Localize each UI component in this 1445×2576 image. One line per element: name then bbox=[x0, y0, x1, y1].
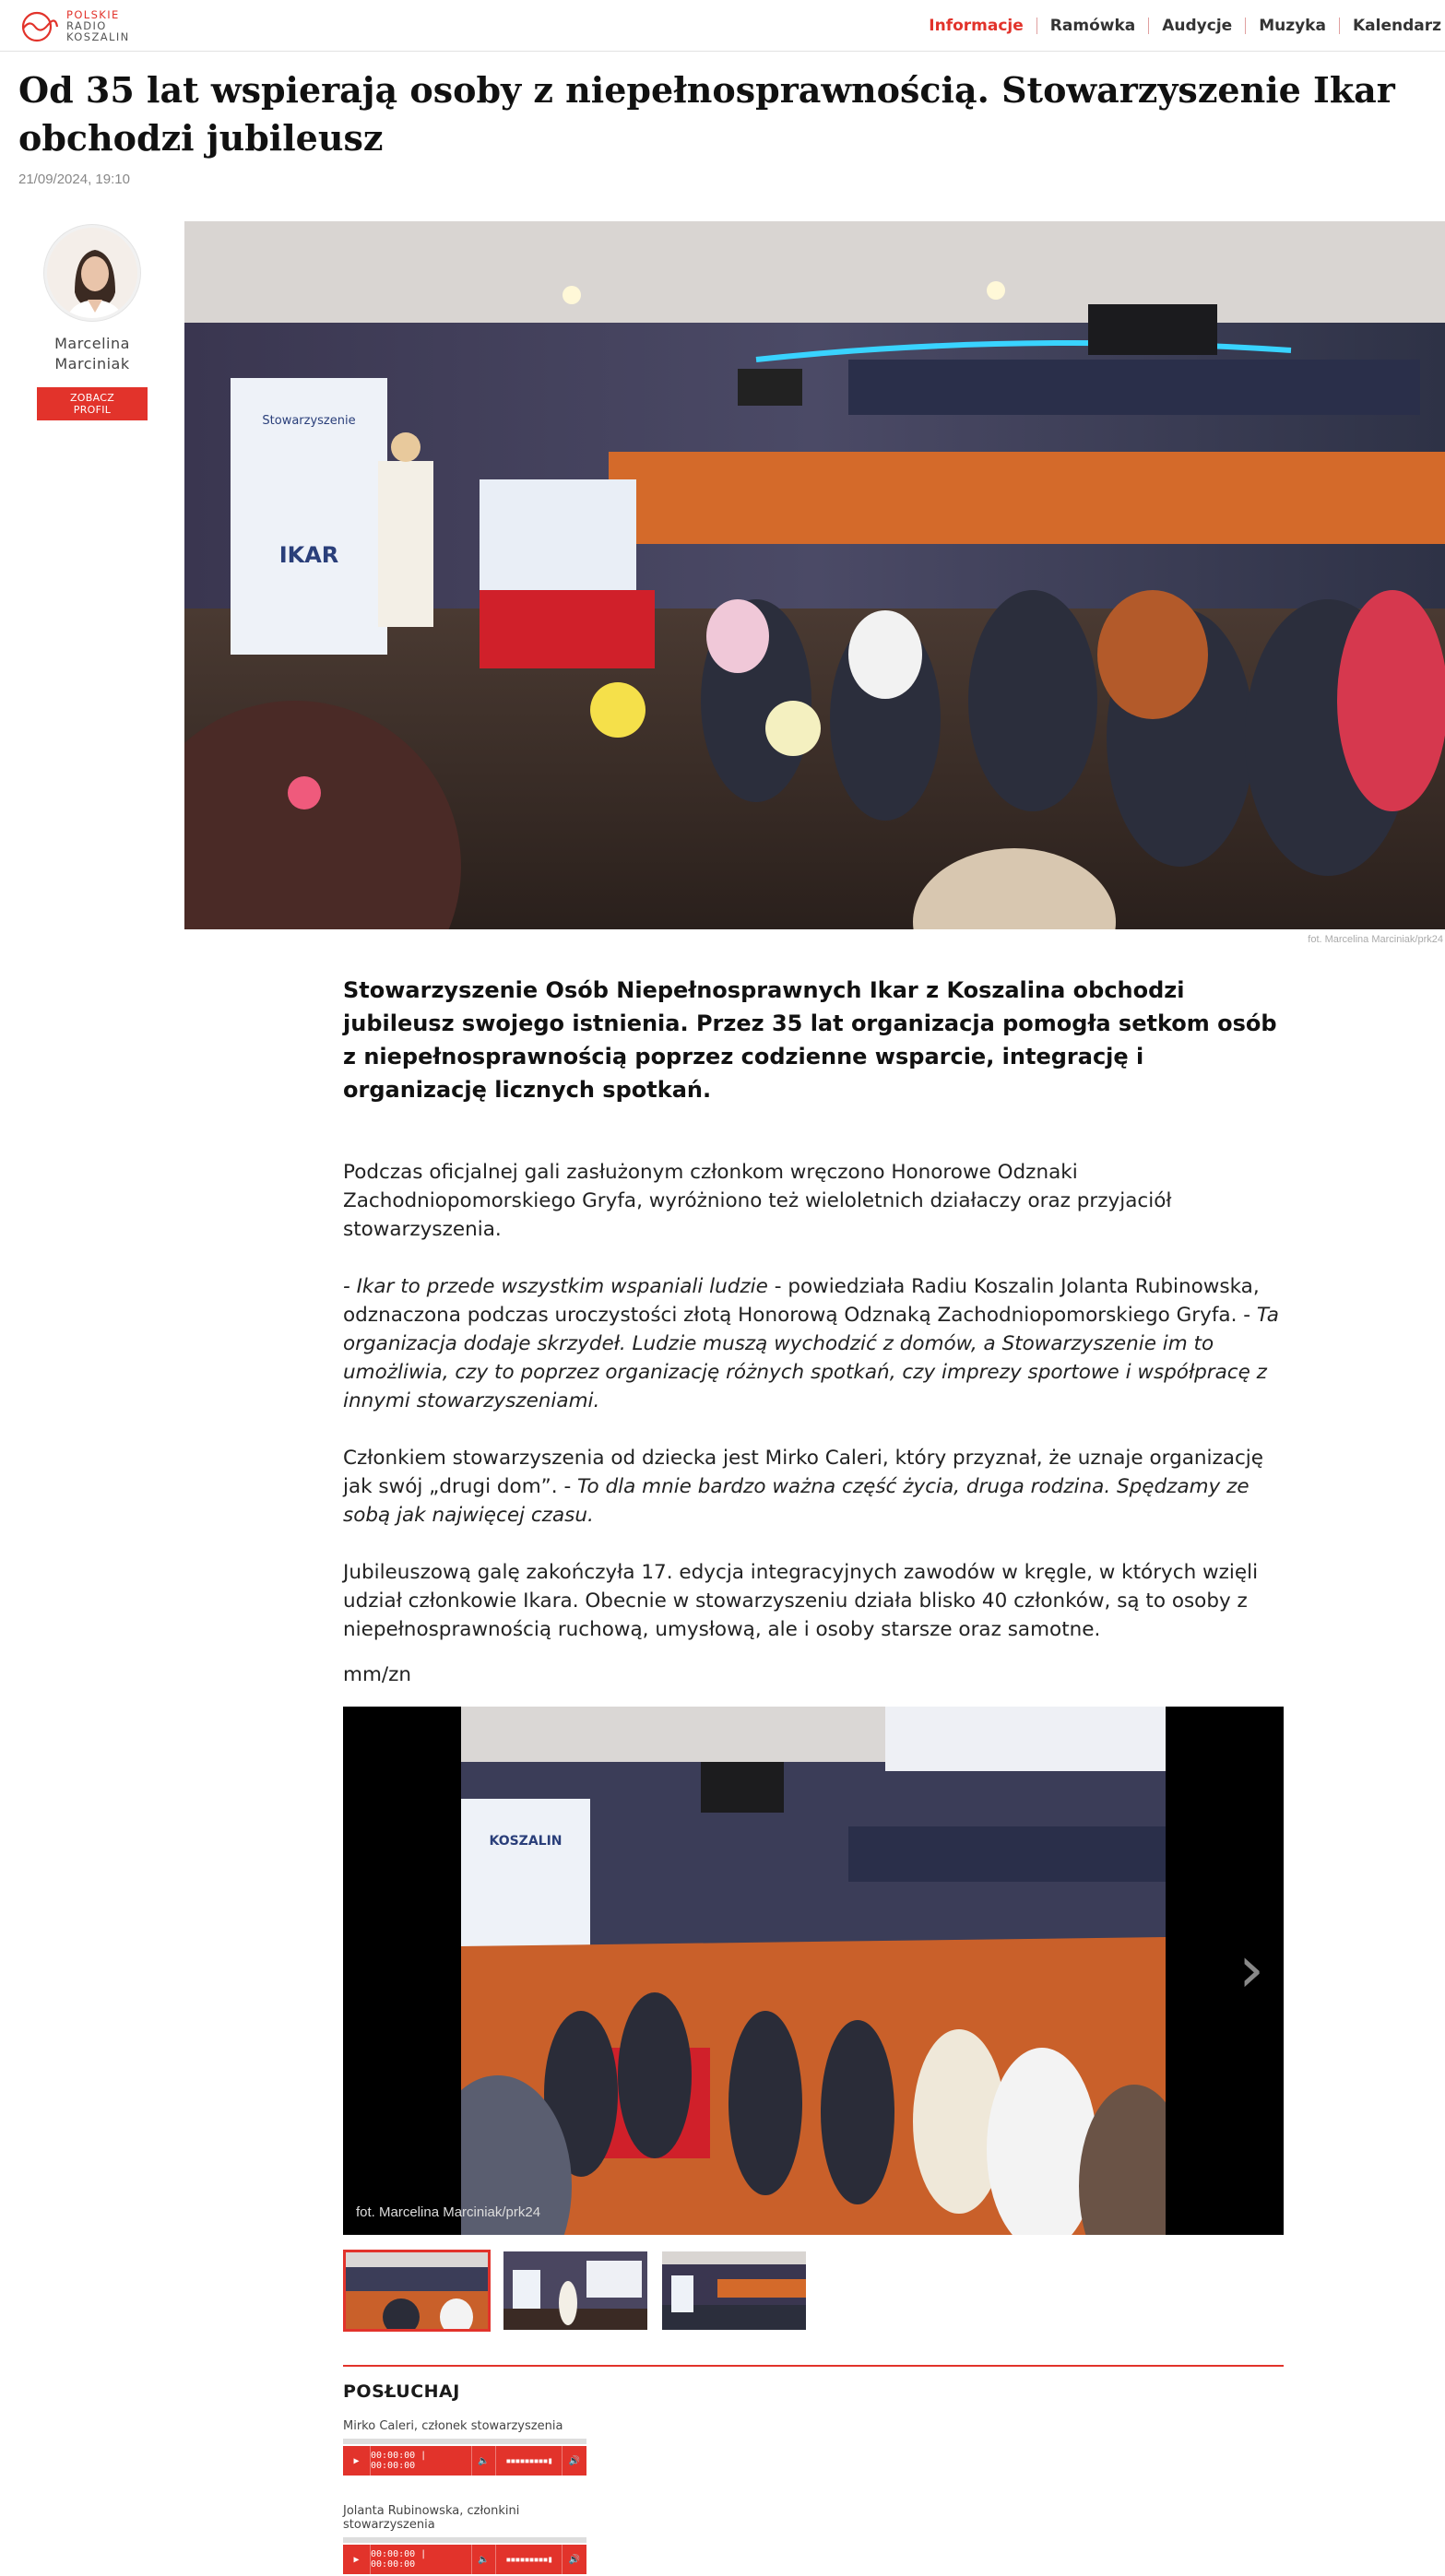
svg-text:Stowarzyszenie: Stowarzyszenie bbox=[262, 414, 356, 428]
photo-caption: fot. Marcelina Marciniak/prk24 bbox=[1308, 934, 1443, 945]
nav-ramowka[interactable]: Ramówka bbox=[1036, 18, 1148, 34]
mute-icon[interactable]: 🔈 bbox=[472, 2446, 496, 2476]
article-signature: mm/zn bbox=[343, 1663, 412, 1686]
audio-time: 00:00:00 | 00:00:00 bbox=[371, 2545, 472, 2574]
gallery-thumbnail[interactable] bbox=[660, 2250, 808, 2332]
mute-icon[interactable]: 🔈 bbox=[472, 2545, 496, 2574]
thumbnail-1-icon bbox=[346, 2252, 491, 2332]
gallery-caption: fot. Marcelina Marciniak/prk24 bbox=[356, 2204, 541, 2220]
svg-text:KOSZALIN: KOSZALIN bbox=[489, 1834, 563, 1849]
paragraph-2: - Ikar to przede wszystkim wspaniali ludzie - powiedziała Radiu Koszalin Jolanta Rubinowska, odznaczona podczas uroczystości złotą Honorową Odznaką Zachodniopomorskiego Gryfa. - Ta organizacja dodaje skrzydeł. Ludzie muszą wychodzić z domów, a Stowarzyszenie im to umożliwia, czy to poprzez organizację różnych spotkań, czy imprezy sportowe i współpracę z innymi stowarzyszeniami. bbox=[343, 1275, 1279, 1412]
gallery-thumbnail[interactable] bbox=[343, 2250, 491, 2332]
audio-player bbox=[343, 2545, 586, 2574]
audio-time: 00:00:00 | 00:00:00 bbox=[371, 2446, 472, 2476]
logo-text: POLSKIE RADIO KOSZALIN bbox=[66, 8, 130, 43]
author-name[interactable]: Marcelina Marciniak bbox=[54, 335, 130, 372]
gallery-thumbnails bbox=[343, 2250, 808, 2332]
audio-progress[interactable] bbox=[343, 2537, 586, 2543]
volume-slider[interactable]: ▪▪▪▪▪▪▪▪▪▮ bbox=[496, 2446, 563, 2476]
nav-audycje[interactable]: Audycje bbox=[1148, 18, 1245, 34]
article-body bbox=[343, 974, 1285, 1689]
audio-track bbox=[343, 2504, 586, 2574]
nav-kalendarz[interactable]: Kalendarz bbox=[1339, 18, 1445, 34]
main-photo[interactable] bbox=[184, 221, 1445, 929]
audio-label: Jolanta Rubinowska, członkini stowarzyszenia bbox=[343, 2504, 520, 2532]
logo-icon bbox=[18, 8, 59, 43]
thumbnail-3-icon bbox=[662, 2251, 808, 2332]
article-lead: Stowarzyszenie Osób Niepełnosprawnych Ikar z Koszalina obchodzi jubileusz swojego istnienia. Przez 35 lat organizacja pomogła setkom osób z niepełnosprawnością poprzez codzienne wsparcie, integrację i organizację licznych spotkań. bbox=[343, 977, 1277, 1103]
nav-muzyka[interactable]: Muzyka bbox=[1245, 18, 1339, 34]
author-portrait-icon bbox=[47, 228, 140, 321]
paragraph-3: Członkiem stowarzyszenia od dziecka jest Mirko Caleri, który przyznał, że uznaje organizację jak swój „drugi dom”. - To dla mnie bardzo ważna część życia, druga rodzina. Spędzamy ze sobą jak najwięcej czasu. bbox=[343, 1447, 1263, 1527]
volume-max-icon[interactable]: 🔊 bbox=[568, 2455, 581, 2466]
photo-gallery[interactable] bbox=[343, 1707, 1284, 2235]
author-box bbox=[37, 225, 148, 420]
play-icon[interactable]: ▶ bbox=[343, 2446, 371, 2476]
thumbnail-2-icon bbox=[503, 2251, 649, 2332]
main-nav bbox=[916, 0, 1445, 52]
paragraph-1: Podczas oficjalnej gali zasłużonym członkom wręczono Honorowe Odznaki Zachodniopomorskiego Gryfa, wyróżniono też wieloletnich działaczy oraz przyjaciół stowarzyszenia. bbox=[343, 1161, 1172, 1241]
play-icon[interactable]: ▶ bbox=[343, 2545, 371, 2574]
section-divider bbox=[343, 2365, 1284, 2367]
gallery-image[interactable] bbox=[461, 1707, 1166, 2235]
avatar[interactable] bbox=[44, 225, 140, 321]
top-bar bbox=[0, 0, 1445, 52]
paragraph-4: Jubileuszową galę zakończyła 17. edycja integracyjnych zawodów w kręgle, w których wzięli udział członkowie Ikara. Obecnie w stowarzyszeniu działa blisko 40 członków, są to osoby z niepełnosprawnością ruchową, umysłową, ale i osoby starsze oraz samotne. bbox=[343, 1561, 1259, 1641]
nav-informacje[interactable]: Informacje bbox=[929, 17, 1024, 35]
audio-player bbox=[343, 2446, 586, 2476]
gallery-thumbnail[interactable] bbox=[502, 2250, 649, 2332]
audio-progress[interactable] bbox=[343, 2439, 586, 2444]
gallery-photo-icon bbox=[461, 1707, 1166, 2235]
audio-label: Mirko Caleri, członek stowarzyszenia bbox=[343, 2419, 563, 2433]
event-photo-icon bbox=[184, 221, 1445, 929]
article-date: 21/09/2024, 19:10 bbox=[18, 171, 130, 187]
audio-track bbox=[343, 2419, 586, 2476]
logo[interactable] bbox=[18, 7, 166, 44]
listen-title: POSŁUCHAJ bbox=[343, 2381, 460, 2402]
chevron-right-icon[interactable]: › bbox=[1238, 1932, 1264, 2007]
article-title: Od 35 lat wspierają osoby z niepełnosprawnością. Stowarzyszenie Ikar obchodzi jubileusz bbox=[18, 69, 1395, 159]
volume-max-icon[interactable]: 🔊 bbox=[568, 2554, 581, 2565]
view-profile-button[interactable]: ZOBACZ PROFIL bbox=[37, 387, 148, 420]
volume-slider[interactable]: ▪▪▪▪▪▪▪▪▪▮ bbox=[496, 2545, 563, 2574]
svg-text:IKAR: IKAR bbox=[278, 542, 339, 568]
